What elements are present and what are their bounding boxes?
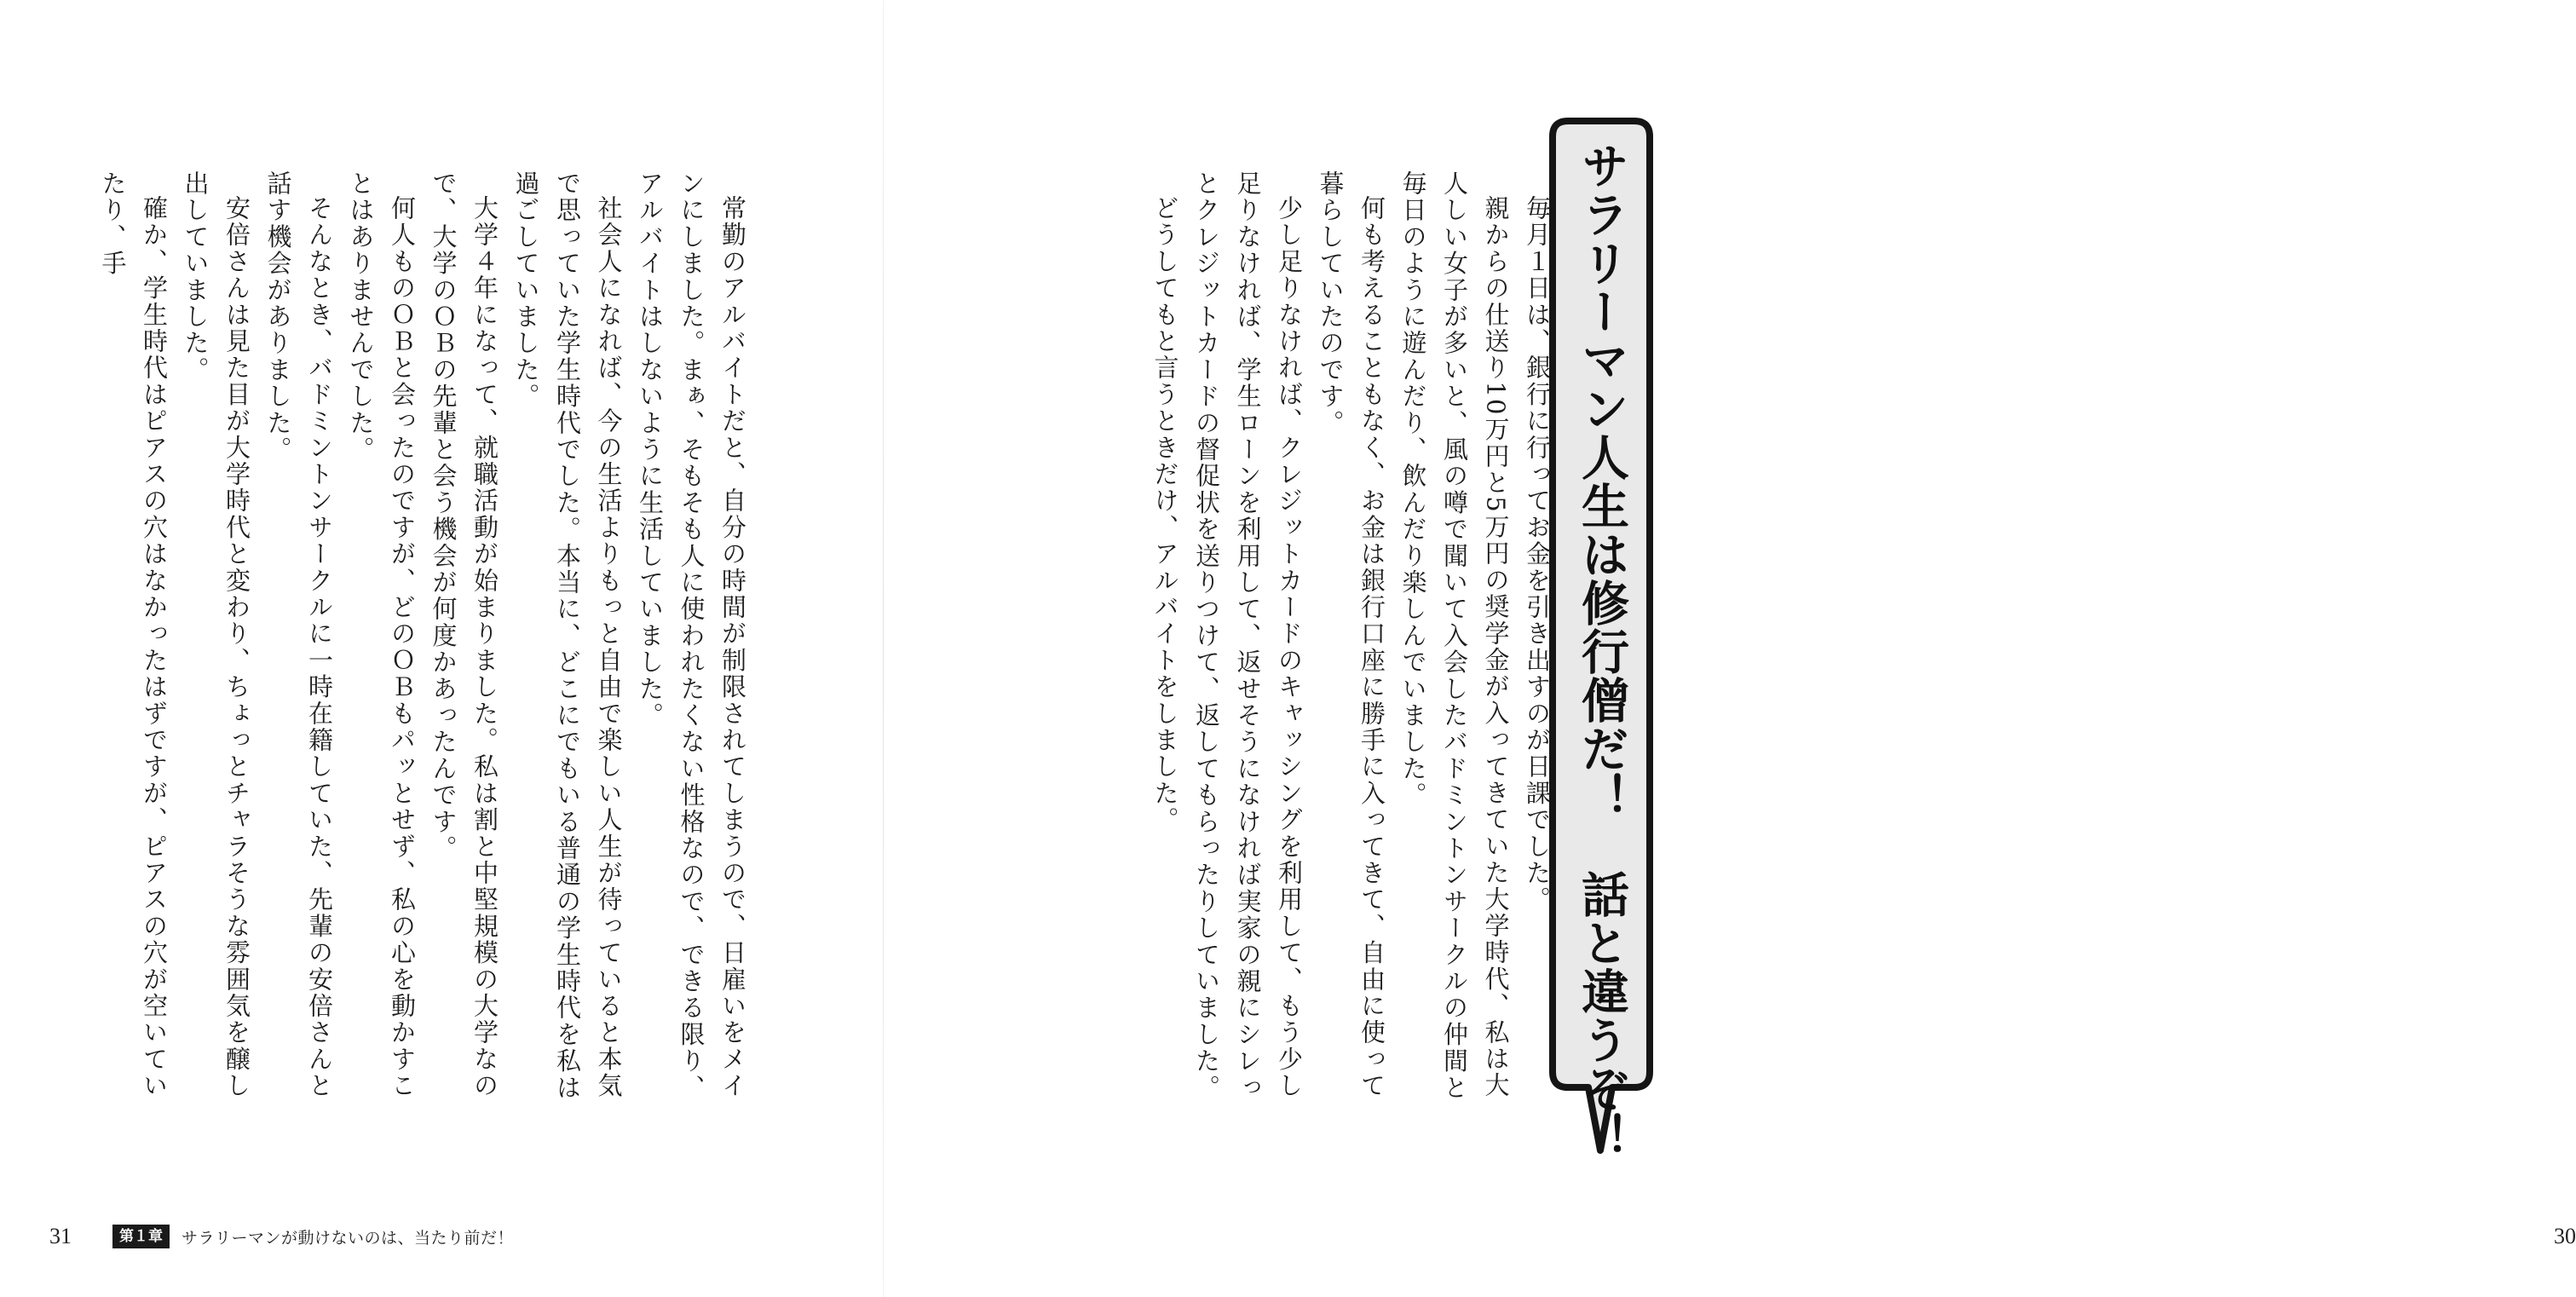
paragraph: 確か、学生時代はピアスの穴はなかったはずですが、ピアスの穴が空いていたり、手 <box>98 170 169 1099</box>
paragraph: 親からの仕送り10万円と5万円の奨学金が入ってきていた大学時代、私は大人しい女子が多いと、風の噂で聞いて入会したバドミントンサークルの仲間と毎日のように遊んだり、飲んだり楽しんでいました。 <box>1398 170 1511 1101</box>
running-head <box>112 1224 514 1249</box>
heading-callout <box>1549 118 1653 1162</box>
paragraph: 何も考えることもなく、お金は銀行口座に勝手に入ってきて、自由に使って暮らしていたのです。 <box>1316 170 1386 1099</box>
left-page <box>0 0 883 1297</box>
paragraph: 常勤のアルバイトだと、自分の時間が制限されてしまうので、日雇いをメインにしました。まぁ、そもそも人に使われたくない性格なので、できる限り、アルバイトはしないように生活していました。 <box>636 170 747 1101</box>
paragraph: 毎月１日は、銀行に行ってお金を引き出すのが日課でした。 <box>1523 195 1552 914</box>
paragraph: そんなとき、バドミントンサークルに一時在籍していた、先輩の安倍さんと話す機会がありました。 <box>263 170 334 1099</box>
chapter-badge: 第１章 <box>112 1225 170 1248</box>
left-page-body <box>20 170 753 1125</box>
paragraph: どうしてもと言うときだけ、アルバイトをしました。 <box>1150 195 1180 833</box>
chapter-title: サラリーマンが動けないのは、当たり前だ！ <box>182 1228 515 1248</box>
paragraph: 社会人になれば、今の生活よりもっと自由で楽しい人生が待っていると本気で思っていた学生時代でした。本当に、どこにでもいる普通の学生時代を私は過ごしていました。 <box>511 170 624 1101</box>
paragraph: 大学４年になって、就職活動が始まりました。私は割と中堅規模の大学なので、大学のＯＢの先輩と会う機会が何度かあったんです。 <box>429 170 499 1099</box>
right-page-body <box>944 170 1558 1125</box>
paragraph: 少し足りなければ、クレジットカードのキャッシングを利用して、もう少し足りなければ、学生ローンを利用して、返せそうになければ実家の親にシレっとクレジットカードの督促状を送りつけて、返してもらったりしていました。 <box>1192 170 1304 1101</box>
page-number-right: 30 <box>2554 1224 2576 1248</box>
paragraph: 安倍さんは見た目が大学時代と変わり、ちょっとチャラそうな雰囲気を醸し出していました。 <box>181 170 251 1099</box>
paragraph: 何人ものＯＢと会ったのですが、どのＯＢもパッとせず、私の心を動かすことはありませんでした。 <box>346 170 417 1099</box>
section-heading: サラリーマン人生は修行僧だ！ 話と違うぞ！ <box>1574 141 1629 1162</box>
page-number-left: 31 <box>49 1224 72 1248</box>
